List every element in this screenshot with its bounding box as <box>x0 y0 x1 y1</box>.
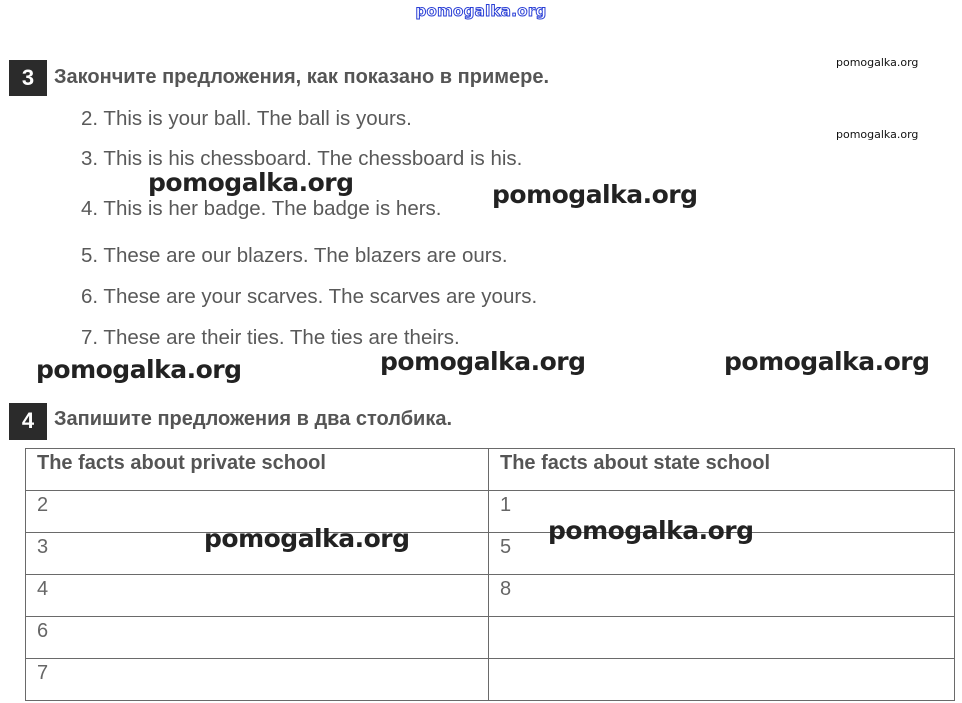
watermark-small-2: pomogalka.org <box>836 128 919 141</box>
sentence-5: 6. These are your scarves. The scarves are yours. <box>81 285 538 308</box>
table-cell: 7 <box>26 659 489 701</box>
table-cell: 8 <box>489 575 955 617</box>
table-cell: 1 <box>489 491 955 533</box>
exercise-3-title: Закончите предложения, как показано в примере. <box>54 66 550 88</box>
table-cell: 6 <box>26 617 489 659</box>
table-row <box>26 491 955 533</box>
watermark-small-1: pomogalka.org <box>836 56 919 69</box>
sentence-4: 5. These are our blazers. The blazers are ours. <box>81 244 508 267</box>
sentence-2: 3. This is his chessboard. The chessboard is his. <box>81 147 523 170</box>
table-cell: 3 <box>26 533 489 575</box>
watermark-big-5: pomogalka.org <box>724 347 930 376</box>
watermark-big-3: pomogalka.org <box>36 355 242 384</box>
exercise-4-title: Запишите предложения в два столбика. <box>54 408 453 430</box>
facts-table <box>25 448 955 701</box>
header-state-school: The facts about state school <box>489 449 955 491</box>
sentence-6: 7. These are their ties. The ties are theirs. <box>81 326 460 349</box>
header-private-school: The facts about private school <box>26 449 489 491</box>
exercise-3-number: 3 <box>9 60 47 96</box>
exercise-4-number: 4 <box>9 403 47 440</box>
table-cell <box>489 659 955 701</box>
sentence-3: 4. This is her badge. The badge is hers. <box>81 197 442 220</box>
table-row <box>26 659 955 701</box>
table-row <box>26 533 955 575</box>
watermark-top: pomogalka.org <box>415 2 547 20</box>
table-cell: 4 <box>26 575 489 617</box>
table-row <box>26 617 955 659</box>
watermark-big-1: pomogalka.org <box>148 168 354 197</box>
watermark-big-7: pomogalka.org <box>548 516 754 545</box>
table-cell: 5 <box>489 533 955 575</box>
table-cell: 2 <box>26 491 489 533</box>
watermark-big-2: pomogalka.org <box>492 180 698 209</box>
watermark-big-4: pomogalka.org <box>380 347 586 376</box>
table-row <box>26 575 955 617</box>
watermark-big-6: pomogalka.org <box>204 524 410 553</box>
table-header-row <box>26 449 955 491</box>
sentence-1: 2. This is your ball. The ball is yours. <box>81 107 412 130</box>
table-cell <box>489 617 955 659</box>
